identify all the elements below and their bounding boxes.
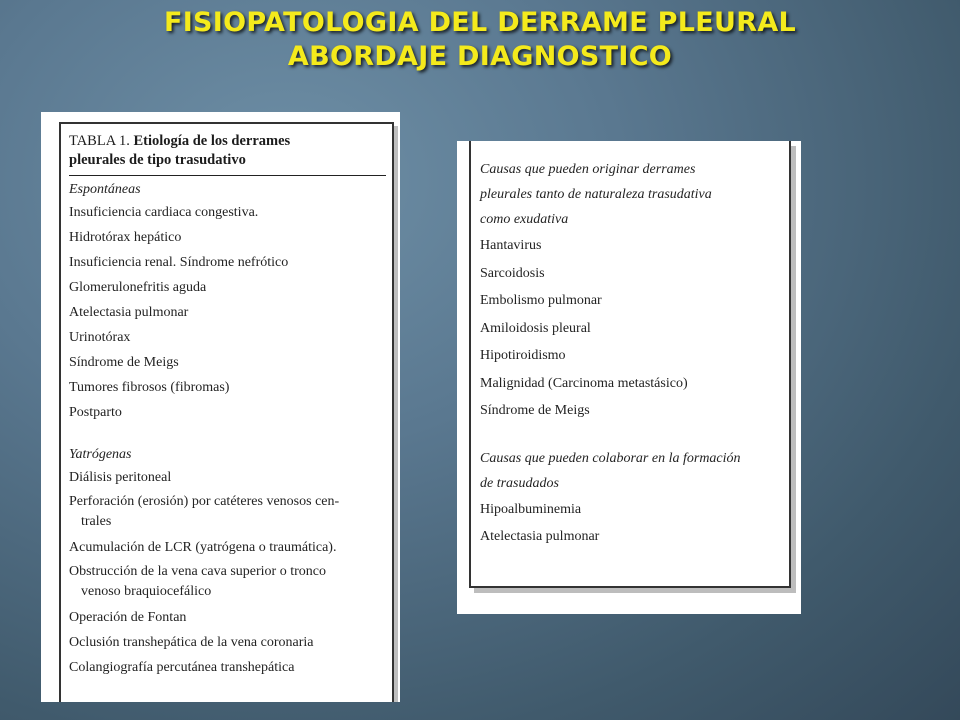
list-item: Insuficiencia renal. Síndrome nefrótico xyxy=(69,255,289,270)
list-item: Atelectasia pulmonar xyxy=(69,305,189,320)
list-item-line-2: trales xyxy=(81,514,112,529)
table-content xyxy=(69,132,386,680)
list-item-line-1: Obstrucción de la vena cava superior o tronco xyxy=(69,564,326,579)
list-item xyxy=(69,560,386,605)
table-content xyxy=(480,157,783,551)
list-item: Diálisis peritoneal xyxy=(69,470,172,485)
slide-title xyxy=(0,6,960,74)
list-item: Sarcoidosis xyxy=(480,265,545,281)
list-item: Hipoalbuminemia xyxy=(480,501,582,517)
heading-divider xyxy=(69,175,386,176)
section-title-line-2: de trasudados xyxy=(480,475,559,491)
list-item: Hantavirus xyxy=(480,238,542,253)
list-item: Embolismo pulmonar xyxy=(480,293,602,308)
table-title-line-1: Etiología de los derrames xyxy=(133,133,291,149)
list-item: Oclusión transhepática de la vena coronaria xyxy=(69,635,314,650)
list-item: Atelectasia pulmonar xyxy=(480,529,600,544)
list-item: Urinotórax xyxy=(69,330,131,345)
list-item: Colangiografía percutánea transhepática xyxy=(69,660,295,675)
list-item: Síndrome de Meigs xyxy=(480,403,590,418)
list-item: Amiloidosis pleural xyxy=(480,320,591,336)
slide-title-line-1: FISIOPATOLOGIA DEL DERRAME PLEURAL xyxy=(163,7,797,38)
section-title-espontaneas: Espontáneas xyxy=(69,182,141,197)
list-item: Glomerulonefritis aguda xyxy=(69,280,207,295)
list-item xyxy=(69,490,386,535)
list-item: Síndrome de Meigs xyxy=(69,355,179,370)
section-title-line-2: pleurales tanto de naturaleza trasudativa xyxy=(480,187,712,202)
list-item: Insuficiencia cardiaca congestiva. xyxy=(69,205,259,220)
section-title-transudate-contributors xyxy=(480,446,783,496)
section-title-line-1: Causas que pueden originar derrames xyxy=(480,162,696,177)
section-spacer xyxy=(69,425,386,445)
list-item: Operación de Fontan xyxy=(69,610,187,625)
list-item: Hipotiroidismo xyxy=(480,348,566,363)
slide-title-line-2: ABORDAJE DIAGNOSTICO xyxy=(287,41,673,72)
list-item-line-1: Perforación (erosión) por catéteres venosos cen- xyxy=(69,494,340,509)
section-title-line-1: Causas que pueden colaborar en la formación xyxy=(480,450,741,466)
list-item: Malignidad (Carcinoma metastásico) xyxy=(480,375,688,391)
table-title-line-2: pleurales de tipo trasudativo xyxy=(69,152,246,168)
table-transudative-etiology xyxy=(41,112,400,702)
table-frame xyxy=(59,122,394,702)
list-item: Hidrotórax hepático xyxy=(69,230,182,245)
table-mixed-causes xyxy=(457,141,801,614)
section-spacer xyxy=(480,425,783,446)
section-title-both-types xyxy=(480,157,783,232)
table-frame xyxy=(469,141,791,588)
list-item: Tumores fibrosos (fibromas) xyxy=(69,380,230,395)
list-item: Postparto xyxy=(69,405,122,420)
table-heading xyxy=(69,132,386,170)
list-item: Acumulación de LCR (yatrógena o traumática). xyxy=(69,540,337,555)
table-number: TABLA 1. xyxy=(69,133,130,149)
section-title-yatrogenas: Yatrógenas xyxy=(69,447,132,462)
section-title-line-3: como exudativa xyxy=(480,212,569,227)
list-item-line-2: venoso braquiocefálico xyxy=(81,584,212,599)
